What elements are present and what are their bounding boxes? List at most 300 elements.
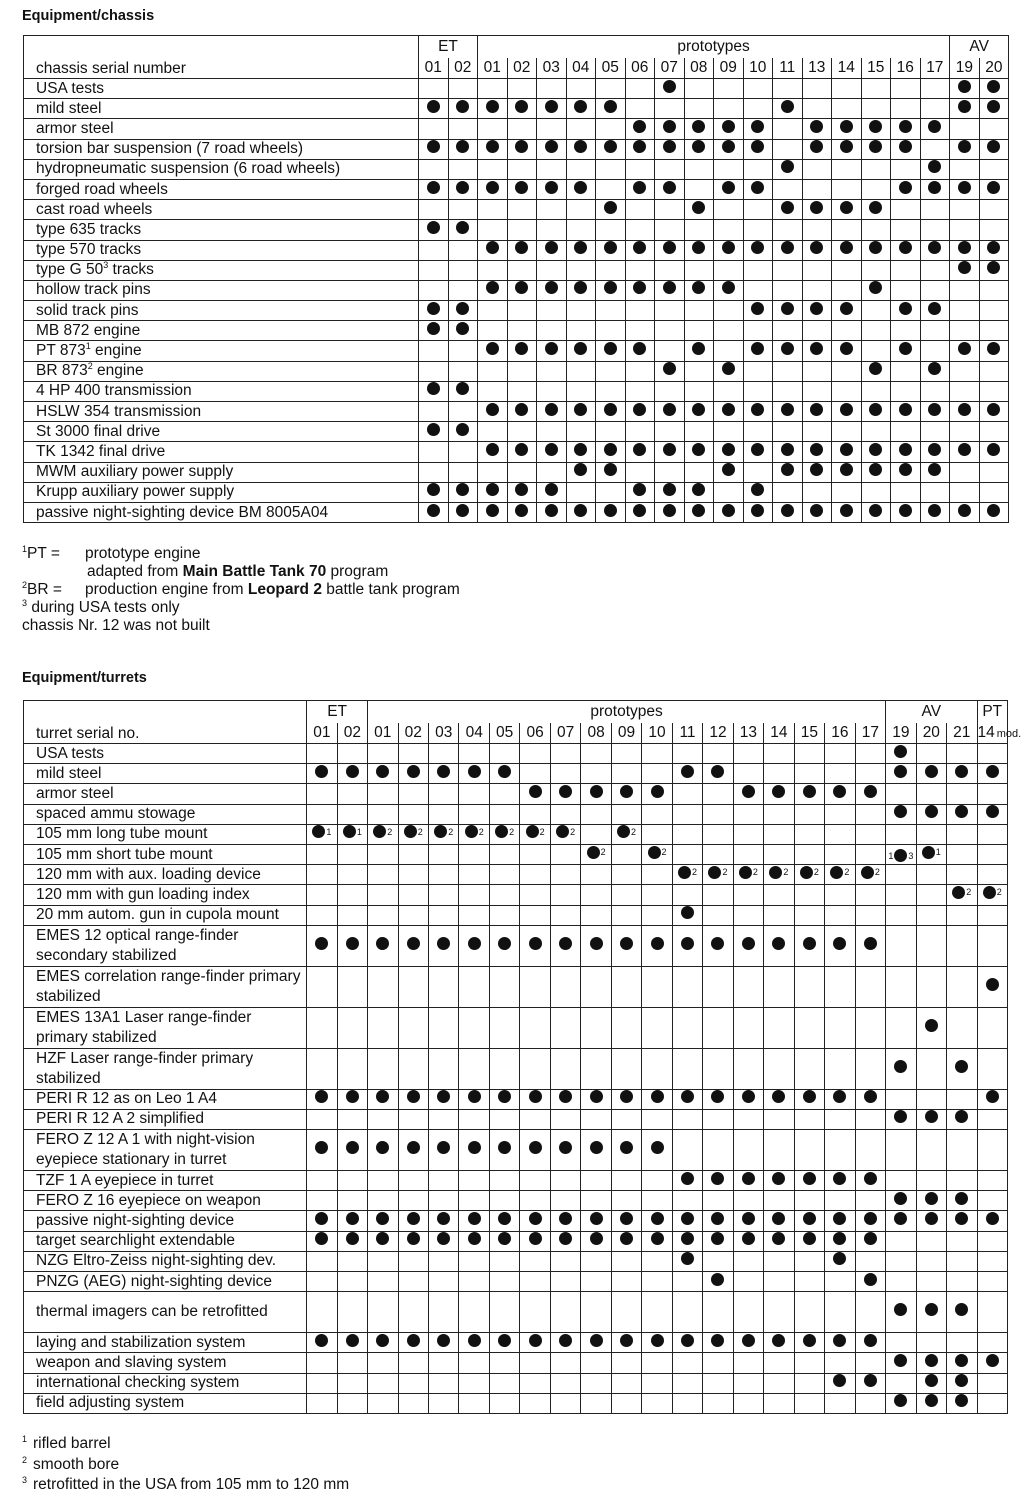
dot-marker [529,1232,542,1245]
marker [928,302,941,315]
table-cell [743,220,773,240]
footnote-text: program [326,563,389,581]
table-cell [855,784,886,804]
table-cell [684,462,714,482]
table-cell [764,1089,794,1109]
dot-marker [456,181,469,194]
footnote-ref: 3 [908,850,914,861]
table-cell [537,361,567,381]
table-cell [566,159,596,179]
table-cell [947,1393,977,1413]
marker [810,504,823,517]
serial-number-label: chassis serial number [24,58,419,79]
dot-marker [958,504,971,517]
marker [833,1212,846,1225]
column-number [947,723,977,744]
table-cell [581,1272,611,1292]
table-cell [307,764,337,784]
table-cell [419,422,449,442]
dot-marker [427,322,440,335]
table-cell [429,844,459,864]
dot-marker [529,1334,542,1347]
row-label [24,1353,307,1373]
table-cell [655,119,685,139]
marker [651,1090,664,1103]
table-cell [337,1353,367,1373]
table-cell [684,79,714,99]
marker [711,1334,724,1347]
table-cell [733,1251,763,1271]
table-cell [520,1048,550,1089]
table-cell [891,502,921,522]
marker [427,322,440,335]
table-cell [703,1211,733,1231]
table-cell [625,502,655,522]
row-label-text: spaced ammu stowage [36,805,196,823]
row-label-text: 20 mm autom. gun in cupola mount [36,906,279,924]
table-cell [714,361,744,381]
marker [515,281,528,294]
dot-marker [864,785,877,798]
dot-marker [986,1354,999,1367]
table-cell [714,381,744,401]
table-cell [611,1211,641,1231]
marker [864,1212,877,1225]
marker [515,504,528,517]
marker [456,221,469,234]
table-cell [368,1130,398,1171]
table-cell [773,159,803,179]
dot-marker [692,120,705,133]
table-cell [611,744,641,764]
table-cell [459,1373,489,1393]
table-cell [642,804,672,824]
table-row [24,502,1009,522]
marker [692,241,705,254]
row-label [24,240,419,260]
dot-marker [894,1354,907,1367]
dot-marker [803,1334,816,1347]
table-cell [794,1171,824,1191]
marker [604,443,617,456]
dot-marker [651,937,664,950]
table-cell [886,1353,916,1373]
table-cell [478,361,508,381]
marker [925,1354,938,1367]
table-cell [368,1109,398,1129]
table-cell [802,402,832,422]
marker [861,866,880,879]
dot-marker [456,322,469,335]
marker [486,342,499,355]
marker [427,302,440,315]
table-cell [537,159,567,179]
dot-marker [456,382,469,395]
table-cell [886,844,916,864]
table-cell [611,784,641,804]
table-cell [368,1089,398,1109]
dot-marker [633,342,646,355]
table-cell [947,1231,977,1251]
table-cell [916,1089,946,1109]
table-cell [832,260,862,280]
footnote-text: prototype engine [85,545,201,563]
table-cell [950,361,980,381]
dot-marker [681,1334,694,1347]
table-cell [448,179,478,199]
dot-marker [574,100,587,113]
row-label [24,824,307,844]
table-cell [625,240,655,260]
marker [739,866,758,879]
row-label-text: HZF Laser range-finder primary stabilized [36,1049,254,1087]
table-cell [655,422,685,442]
table-cell [684,220,714,240]
table-cell [802,502,832,522]
table-cell [611,1089,641,1109]
table-cell [611,905,641,925]
table-cell [448,402,478,422]
table-cell [743,361,773,381]
dot-marker [840,140,853,153]
row-label [24,139,419,159]
table-cell [489,784,519,804]
marker [987,504,1000,517]
row-label [24,99,419,119]
marker [928,120,941,133]
marker [437,1232,450,1245]
table-cell [596,179,626,199]
table-cell [764,865,794,885]
table-cell [802,442,832,462]
dot-marker [427,483,440,496]
row-label [24,482,419,502]
table-cell [672,824,702,844]
dot-marker [515,241,528,254]
table-cell [773,502,803,522]
marker [681,1232,694,1245]
table-cell [537,220,567,240]
footnote-number: 1 [22,544,28,554]
table-cell [537,321,567,341]
table-cell [566,361,596,381]
turret-footnote [22,1475,722,1496]
marker [894,1192,907,1205]
marker [681,1252,694,1265]
marker [833,937,846,950]
row-label-text: 4 HP 400 transmission [36,382,192,400]
dot-marker [894,1060,907,1073]
dot-marker [692,281,705,294]
table-cell [977,1353,1007,1373]
turret-footnotes [22,1434,722,1496]
table-cell [773,381,803,401]
table-cell [655,220,685,240]
table-row [24,79,1009,99]
table-row [24,804,1008,824]
dot-marker [751,504,764,517]
table-cell [307,1272,337,1292]
marker [456,100,469,113]
table-cell [733,1393,763,1413]
table-cell [307,1373,337,1393]
dot-marker [955,765,968,778]
table-cell [581,1353,611,1373]
table-cell [794,824,824,844]
table-cell [642,1211,672,1231]
footnote-4: chassis Nr. 12 was not built [22,617,210,635]
marker [869,403,882,416]
table-row [24,462,1009,482]
table-cell [977,1007,1007,1048]
table-cell [655,260,685,280]
table-cell [520,1373,550,1393]
table-cell [672,1373,702,1393]
table-cell [773,361,803,381]
table-cell [920,240,950,260]
table-row [24,865,1008,885]
group-header-row [24,36,1009,59]
row-label [24,1171,307,1191]
marker [925,1110,938,1123]
table-cell [825,905,855,925]
table-cell [684,200,714,220]
dot-marker [986,805,999,818]
dot-marker [840,403,853,416]
marker [663,181,676,194]
table-cell [419,502,449,522]
row-label [24,1272,307,1292]
dot-marker [751,443,764,456]
table-cell [714,321,744,341]
row-label [24,764,307,784]
table-cell [337,1333,367,1353]
dot-marker [899,120,912,133]
dot-marker [869,241,882,254]
table-cell [855,966,886,1007]
table-cell [979,341,1009,361]
marker [574,504,587,517]
table-cell [920,422,950,442]
marker [810,120,823,133]
row-label [24,301,419,321]
table-cell [861,179,891,199]
table-cell [337,744,367,764]
table-cell [520,905,550,925]
row-label [24,381,419,401]
table-cell [459,824,489,844]
column-number-text: 14 [977,723,995,741]
dot-marker [751,140,764,153]
marker [928,443,941,456]
table-cell [733,1333,763,1353]
dot-marker [529,937,542,950]
dot-marker [651,1090,664,1103]
table-cell [419,301,449,321]
marker [407,1090,420,1103]
group-label: ET [419,36,478,59]
dot-marker [587,846,600,859]
table-cell [581,784,611,804]
column-number [655,58,685,79]
dot-marker [922,846,935,859]
dot-marker [681,1090,694,1103]
dot-marker [648,846,661,859]
table-cell [855,1211,886,1231]
table-cell [773,79,803,99]
table-cell [459,1333,489,1353]
table-cell [773,119,803,139]
table-cell [459,1231,489,1251]
dot-marker [620,785,633,798]
table-cell [672,1272,702,1292]
table-cell [537,280,567,300]
table-cell [886,1292,916,1333]
table-cell [448,341,478,361]
table-cell [684,260,714,280]
marker [800,866,819,879]
marker [958,443,971,456]
dot-marker [315,1232,328,1245]
dot-marker [633,120,646,133]
table-cell [566,442,596,462]
table-cell [520,1251,550,1271]
dot-marker [742,1232,755,1245]
table-cell [886,966,916,1007]
table-row [24,381,1009,401]
row-label [24,1109,307,1129]
marker [468,1232,481,1245]
marker [529,1090,542,1103]
row-label [24,422,419,442]
table-cell [855,764,886,784]
row-label-text: armor steel [36,119,114,137]
table-cell [743,482,773,502]
marker [315,1090,328,1103]
table-cell [642,1109,672,1129]
table-cell [307,1333,337,1353]
table-cell [419,200,449,220]
table-cell [855,1089,886,1109]
footnote-bold: Leopard 2 [247,581,322,599]
table-cell [703,865,733,885]
footnote-text: battle tank program [321,581,460,599]
table-cell [764,1272,794,1292]
marker [711,937,724,950]
footnote-text: during USA tests only [27,599,180,617]
dot-marker [987,100,1000,113]
table-cell [655,361,685,381]
dot-marker [899,241,912,254]
column-header-row [24,58,1009,79]
table-cell [733,1231,763,1251]
marker [899,140,912,153]
marker [648,846,667,859]
row-label-text: type 635 tracks [36,220,142,238]
marker [928,403,941,416]
table-cell [307,1089,337,1109]
table-cell [307,885,337,905]
table-cell [684,402,714,422]
dot-marker [708,866,721,879]
group-label: prototypes [478,36,950,59]
column-number [419,58,449,79]
marker [711,1172,724,1185]
dot-marker [987,261,1000,274]
dot-marker [869,504,882,517]
table-cell [489,844,519,864]
table-cell [459,1191,489,1211]
table-cell [886,1393,916,1413]
marker [407,1334,420,1347]
marker [722,140,735,153]
table-cell [478,139,508,159]
table-cell [419,462,449,482]
table-cell [368,1191,398,1211]
dot-marker [456,302,469,315]
table-cell [337,1130,367,1171]
table-cell [977,1089,1007,1109]
footnote-number: 3 [22,1474,28,1485]
row-label-text: field adjusting system [36,1394,185,1412]
marker [651,937,664,950]
dot-marker [751,342,764,355]
dot-marker [486,504,499,517]
dot-marker [869,281,882,294]
table-cell [832,139,862,159]
table-cell [733,824,763,844]
table-cell [672,905,702,925]
dot-marker [545,281,558,294]
row-label [24,119,419,139]
table-cell [550,905,580,925]
table-cell [489,1109,519,1129]
dot-marker [925,1394,938,1407]
table-cell [478,179,508,199]
table-cell [947,1272,977,1292]
group-label: AV [950,36,1009,59]
table-cell [642,1393,672,1413]
column-number-text: 03 [435,724,453,741]
row-label-suffix: engine [92,362,144,380]
table-cell [891,179,921,199]
table-cell [886,1130,916,1171]
dot-marker [800,866,813,879]
marker [987,80,1000,93]
marker [830,866,849,879]
table-cell [764,905,794,925]
table-cell [459,844,489,864]
marker [468,1090,481,1103]
table-cell [977,865,1007,885]
table-cell [703,905,733,925]
marker [955,1354,968,1367]
table-cell [672,844,702,864]
marker [587,846,606,859]
table-cell [337,1231,367,1251]
table-cell [794,1333,824,1353]
marker [833,1252,846,1265]
marker [620,1212,633,1225]
marker [928,362,941,375]
marker [708,866,727,879]
table-cell [566,321,596,341]
table-cell [916,1272,946,1292]
dot-marker [346,1141,359,1154]
marker [681,765,694,778]
dot-marker [663,483,676,496]
marker [529,937,542,950]
